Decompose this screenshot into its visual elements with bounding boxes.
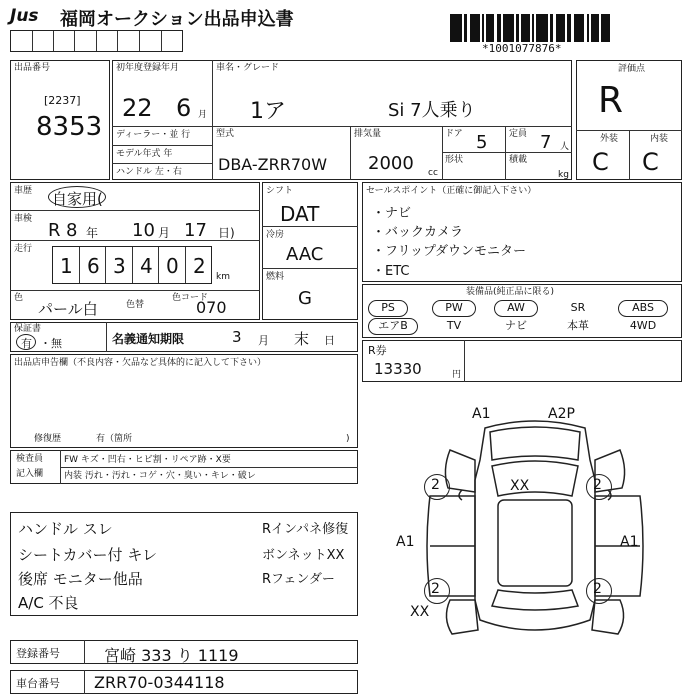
registration-year: 22: [122, 94, 153, 122]
diagram-mark: 2: [593, 581, 602, 597]
mileage-digits-box: [52, 246, 212, 284]
equip-tv: TV: [446, 319, 462, 332]
warranty-no: ・無: [40, 337, 62, 350]
interior-label: 内装: [650, 134, 669, 144]
load-unit: kg: [558, 170, 569, 180]
lot-label: 出品番号: [14, 63, 51, 73]
inspector-row-1: FW キズ・凹右・ヒビ割・リペア跡・X要: [64, 455, 231, 465]
remark-left: A/C 不良: [18, 594, 79, 612]
sales-point-item: ・ETC: [372, 264, 410, 279]
diagram-mark: XX: [510, 478, 530, 494]
shift-label: シフト: [266, 186, 294, 196]
recycle-unit: 円: [452, 370, 462, 380]
lot-sub-number: [2237]: [44, 94, 81, 107]
notes-box: [10, 354, 358, 448]
repair-value: 有（箇所: [96, 434, 133, 444]
equip-ps: PS: [368, 300, 408, 317]
diagram-mark: A1: [396, 534, 415, 550]
deadline-month: 3: [232, 328, 242, 346]
mileage-label: 走行: [14, 244, 33, 254]
car-diagram: [390, 400, 680, 650]
inspector-row-2: 内装 汚れ・汚れ・コゲ・穴・臭い・キレ・破レ: [64, 471, 256, 481]
deadline-day-unit: 日: [324, 334, 335, 347]
inspector-label-1: 検査員: [16, 454, 44, 464]
equip-navi: ナビ: [505, 319, 527, 332]
registration-month: 6: [176, 94, 192, 122]
recycle-value: 13330: [374, 360, 422, 378]
fuel-value: G: [298, 288, 312, 309]
plate-label: 登録番号: [16, 647, 60, 660]
exterior-label: 外装: [600, 134, 619, 144]
remark-left: 後席 モニター他品: [18, 570, 143, 588]
diagram-mark: 2: [431, 477, 440, 493]
interior-value: C: [642, 148, 659, 176]
load-label: 積載: [509, 155, 528, 165]
diagram-mark: A2P: [548, 406, 575, 422]
displacement-unit: cc: [428, 168, 438, 178]
color-label: 色: [14, 293, 24, 303]
color-change-label: 色替: [126, 300, 145, 310]
inspection-day: 17: [184, 220, 207, 241]
equip-aw: AW: [494, 300, 538, 317]
inspection-year: 8: [66, 220, 78, 241]
plate-value: 宮崎 333 り 1119: [104, 646, 239, 665]
deadline-day: 末: [294, 330, 310, 348]
color-code: 070: [196, 298, 227, 317]
inspection-era: R: [48, 220, 61, 241]
exterior-value: C: [592, 148, 609, 176]
recycle-label: R券: [368, 344, 387, 357]
cooling-value: AAC: [286, 244, 324, 265]
color-value: パール白: [38, 300, 98, 318]
remark-left: シートカバー付 キレ: [18, 546, 158, 564]
deadline-month-unit: 月: [258, 334, 269, 347]
diagram-mark: 2: [593, 477, 602, 493]
blank-box-row: [10, 30, 183, 52]
sales-point-item: ・フリップダウンモニター: [372, 244, 527, 259]
notes-label: 出品店申告欄（不良内容・欠品など具体的に記入して下さい）: [14, 358, 267, 368]
model-label: 車名・グレード: [216, 63, 280, 73]
barcode-number: *1001077876*: [482, 42, 562, 55]
doors-value: 5: [476, 132, 488, 153]
remark-right: ボンネットXX: [262, 548, 345, 563]
mileage-digit: 6: [87, 254, 100, 278]
registration-month-unit: 月: [198, 110, 208, 120]
capacity-unit: 人: [560, 142, 570, 152]
grade-score-value: R: [598, 80, 624, 121]
barcode: [450, 14, 610, 42]
model-grade: Si 7人乗り: [388, 100, 476, 121]
sales-points-label: セールスポイント（正確に御記入下さい）: [366, 186, 537, 196]
color-code-label: 色コード: [172, 293, 209, 303]
equip-pw: PW: [432, 300, 476, 317]
mileage-digit: 3: [113, 254, 126, 278]
remark-left: ハンドル スレ: [18, 520, 113, 538]
deadline-label: 名義通知期限: [112, 332, 185, 346]
grade-score-label: 評価点: [618, 64, 646, 74]
dealer-row-3: ハンドル 左・右: [116, 167, 182, 177]
cooling-label: 冷房: [266, 230, 285, 240]
mileage-unit: km: [216, 272, 230, 282]
type-code-value: DBA-ZRR70W: [218, 155, 328, 174]
shift-value: DAT: [280, 202, 320, 226]
registration-label: 初年度登録年月: [116, 63, 180, 73]
repair-label: 修復歴: [34, 434, 62, 444]
inspection-year-unit: 年: [86, 226, 99, 240]
usage-label: 車歴: [14, 186, 33, 196]
inspection-day-unit: 日): [218, 226, 235, 240]
equip-abs: ABS: [618, 300, 668, 317]
remark-right: Rフェンダー: [262, 572, 335, 587]
displacement-label: 排気量: [354, 129, 382, 139]
doors-label: ドア: [445, 129, 463, 139]
chassis-label: 車台番号: [16, 677, 60, 690]
equip-leather: 本革: [567, 319, 589, 332]
chassis-value: ZRR70-0344118: [94, 673, 225, 692]
inspection-month: 10: [132, 220, 155, 241]
equip-sr: SR: [570, 301, 586, 314]
warranty-label: 保証書: [14, 324, 42, 334]
mileage-digit: 0: [166, 254, 179, 278]
equip-airbag: エアB: [368, 318, 418, 335]
inspection-label: 車検: [14, 214, 33, 224]
dealer-row-2: モデル年式 年: [116, 149, 173, 159]
model-name: 1ア: [250, 99, 286, 124]
fuel-label: 燃料: [266, 272, 285, 282]
mileage-digit: 2: [193, 254, 206, 278]
diagram-mark: 2: [431, 581, 440, 597]
equipment-label: 装備品(純正品に限る): [466, 287, 555, 297]
mileage-digit: 4: [140, 254, 153, 278]
capacity-label: 定員: [509, 129, 528, 139]
type-code-label: 型式: [216, 129, 235, 139]
usage-value: 自家用(: [52, 190, 103, 208]
capacity-value: 7: [540, 132, 552, 153]
dealer-row-1: ディーラー・並 行: [116, 130, 191, 140]
logo: Jus: [10, 6, 39, 26]
equip-4wd: 4WD: [629, 319, 657, 332]
diagram-mark: XX: [410, 604, 430, 620]
remark-right: Rインパネ修復: [262, 522, 349, 537]
diagram-mark: A1: [472, 406, 491, 422]
lot-number: 8353: [36, 112, 103, 142]
shape-label: 形状: [445, 155, 464, 165]
sales-point-item: ・ナビ: [372, 206, 412, 221]
displacement-value: 2000: [368, 153, 414, 174]
inspection-month-unit: 月: [158, 226, 171, 240]
mileage-digit: 1: [60, 254, 73, 278]
warranty-yes: 有: [21, 337, 32, 350]
repair-close-paren: ): [346, 434, 350, 444]
sales-point-item: ・バックカメラ: [372, 225, 464, 240]
form-title: 福岡オークション出品申込書: [60, 9, 294, 30]
inspector-label-2: 記入欄: [16, 469, 44, 479]
diagram-mark: A1: [620, 534, 639, 550]
